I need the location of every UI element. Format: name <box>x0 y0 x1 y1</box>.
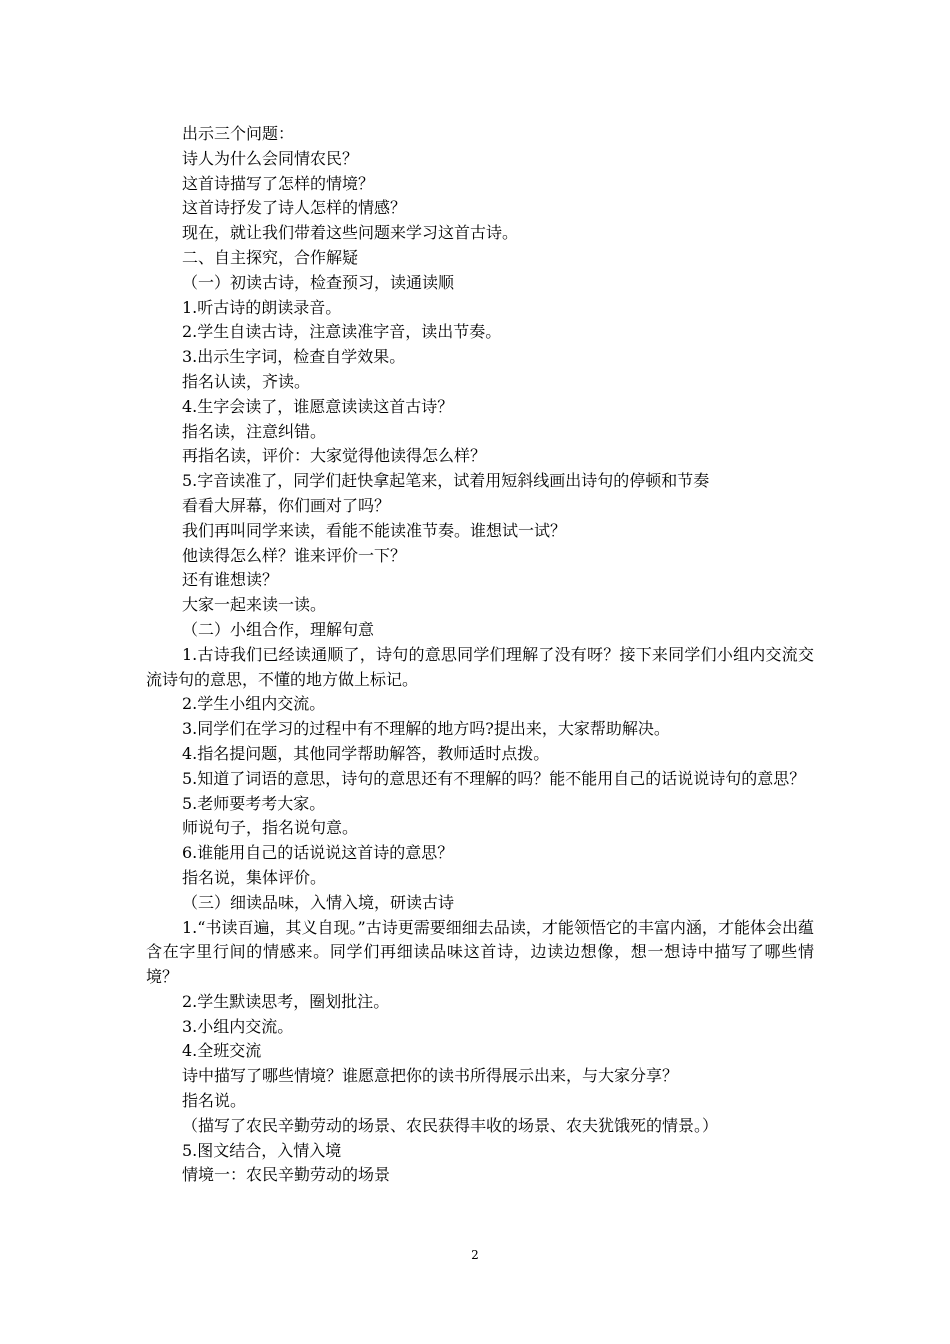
text-line: 指名认读，齐读。 <box>182 371 311 391</box>
subsection-heading: （二）小组合作，理解句意 <box>182 619 375 639</box>
text-line: 他读得怎么样？谁来评价一下？ <box>182 545 407 565</box>
text-line: 2.学生默读思考，圈划批注。 <box>182 991 390 1011</box>
text-line: 3.小组内交流。 <box>182 1016 294 1036</box>
text-line: 5.字音读准了，同学们赶快拿起笔来，试着用短斜线画出诗句的停顿和节奏 <box>182 471 710 491</box>
text-line: 诗中描写了哪些情境？谁愿意把你的读书所得展示出来，与大家分享？ <box>182 1066 679 1086</box>
subsection-heading: （三）细读品味，入情入境，研读古诗 <box>182 892 455 912</box>
text-line: 还有谁想读？ <box>182 570 279 590</box>
text-line: 这首诗抒发了诗人怎样的情感？ <box>182 198 407 218</box>
text-paragraph: 1.古诗我们已经读通顺了，诗句的意思同学们理解了没有呀？接下来同学们小组内交流交流诗句的意思，不懂的地方做上标记。 <box>146 644 814 689</box>
text-line: 5.图文结合，入情入境 <box>182 1140 342 1160</box>
text-line: 6.谁能用自己的话说说这首诗的意思？ <box>182 843 454 863</box>
page-number: 2 <box>471 1248 479 1262</box>
section-heading: 二、自主探究，合作解疑 <box>182 247 359 267</box>
text-line: 3.出示生字词，检查自学效果。 <box>182 347 406 367</box>
text-paragraph: 5.知道了词语的意思，诗句的意思还有不理解的吗？能不能用自己的话说说诗句的意思？ <box>182 768 806 788</box>
text-line: 5.老师要考考大家。 <box>182 793 326 813</box>
subsection-heading: （一）初读古诗，检查预习，读通读顺 <box>182 272 455 292</box>
text-line: 诗人为什么会同情农民？ <box>182 148 359 168</box>
document-body <box>146 122 814 1188</box>
text-paragraph: 1.“书读百遍，其义自现。”古诗更需要细细去品读，才能领悟它的丰富内涵，才能体会出蕴含在字里行间的情感来。同学们再细读品味这首诗，边读边想像，想一想诗中描写了哪些情境？ <box>146 917 814 987</box>
text-line: 我们再叫同学来读，看能不能读准节奏。谁想试一试？ <box>182 520 567 540</box>
text-line: 师说句子，指名说句意。 <box>182 818 359 838</box>
text-line: 指名说，集体评价。 <box>182 867 327 887</box>
text-line: （描写了农民辛勤劳动的场景、农民获得丰收的场景、农夫犹饿死的情景。） <box>182 1115 719 1135</box>
text-line: 指名说。 <box>182 1091 247 1111</box>
text-line: 大家一起来读一读。 <box>182 595 327 615</box>
text-line: 2.学生自读古诗，注意读准字音，读出节奏。 <box>182 322 502 342</box>
text-line: 出示三个问题： <box>182 124 295 143</box>
text-line: 现在，就让我们带着这些问题来学习这首古诗。 <box>182 223 519 243</box>
text-line: 指名读，注意纠错。 <box>182 421 327 441</box>
text-line: 4.指名提问题，其他同学帮助解答，教师适时点拨。 <box>182 743 550 763</box>
text-line: 这首诗描写了怎样的情境？ <box>182 173 375 193</box>
text-line: 2.学生小组内交流。 <box>182 694 326 714</box>
text-line: 3.同学们在学习的过程中有不理解的地方吗?提出来，大家帮助解决。 <box>182 719 670 739</box>
text-line: 1.听古诗的朗读录音。 <box>182 297 342 317</box>
text-line: 看看大屏幕，你们画对了吗？ <box>182 495 391 515</box>
text-line: 情境一：农民辛勤劳动的场景 <box>182 1165 391 1185</box>
text-line: 再指名读，评价：大家觉得他读得怎么样？ <box>182 446 487 466</box>
text-line: 4.全班交流 <box>182 1041 262 1061</box>
text-line: 4.生字会读了，谁愿意读读这首古诗？ <box>182 396 454 416</box>
